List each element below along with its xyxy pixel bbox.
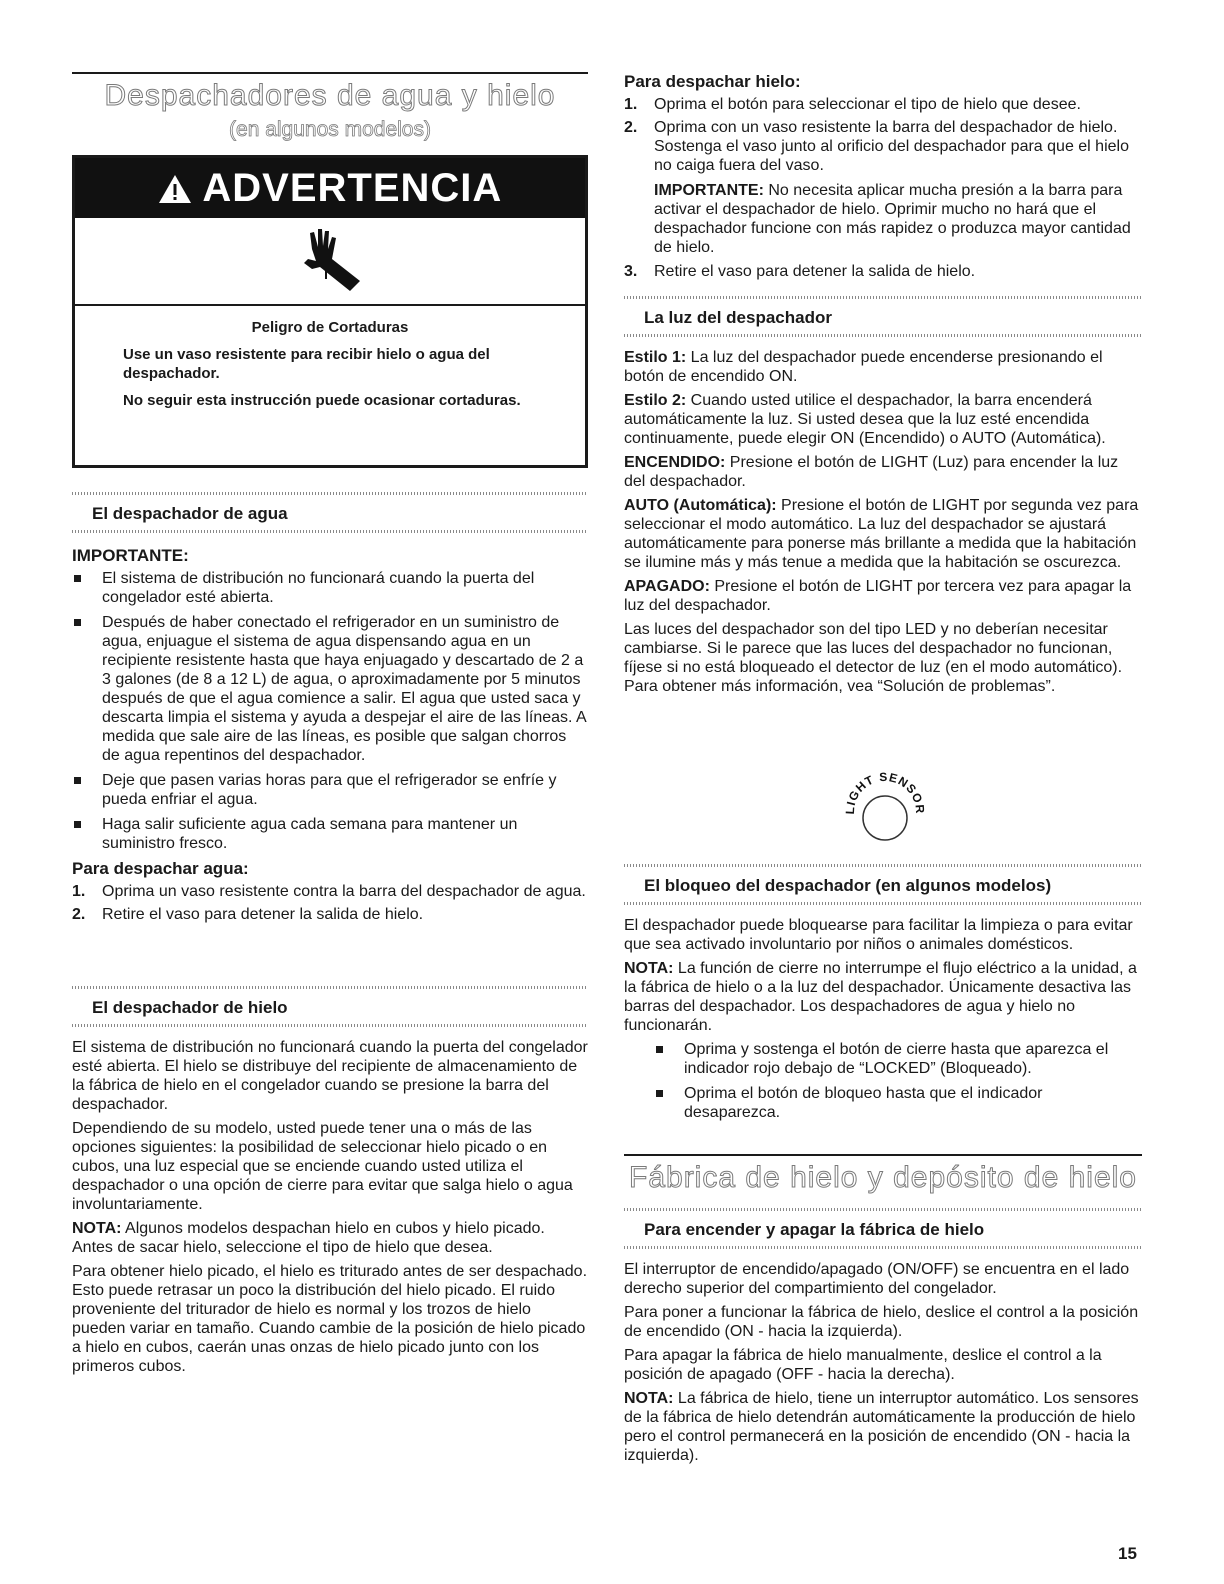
warning-pictogram — [75, 218, 585, 306]
step-text: Oprima el botón para seleccionar el tipo de hielo que desee. — [654, 96, 1081, 113]
divider — [624, 296, 1142, 299]
light-sensor-illustration — [840, 768, 930, 858]
note-text: La fábrica de hielo, tiene un interruptor automático. Los sensores de la fábrica de hielo detendrán automáticamente la producción de hielo pero el control permanecerá en la posición de encendido (ON - hacia la izquierda). — [624, 1390, 1139, 1464]
divider — [72, 986, 588, 989]
lock-bullets — [654, 1040, 1142, 1122]
heading-dispenser-light: La luz del despachador — [644, 308, 832, 327]
list-item: El sistema de distribución no funcionará cuando la puerta del congelador esté abierta. — [72, 569, 588, 607]
paragraph: El despachador puede bloquearse para facilitar la limpieza o para evitar que sea activado involuntario por niños o animales domésticos. — [624, 917, 1133, 953]
dispenser-lock-content — [624, 916, 1142, 1128]
list-item — [72, 905, 588, 924]
list-item: Después de haber conectado el refrigerador en un suministro de agua, enjuague el sistema de agua dispensando agua en un recipiente resistente hasta que haya enjuagado y descartado de 2 a 3 galones (de 8 a 12 L) de agua, o aproximadamente por 5 minutos después de que el agua comience a salir. El agua que usted saca y descarta limpia el sistema y ayuda a despejar el aire de las líneas. A medida que sale aire de las líneas, es posible que salgan chorros de agua repentinos del despachador. — [72, 613, 588, 765]
divider — [72, 530, 588, 533]
cut-hand-icon — [290, 219, 370, 304]
divider — [624, 902, 1142, 905]
note-paragraph — [72, 1219, 588, 1257]
heading-icemaker-onoff: Para encender y apagar la fábrica de hielo — [644, 1220, 985, 1239]
list-item: Oprima y sostenga el botón de cierre hasta que aparezca el indicador rojo debajo de “LOCKED” (Bloqueado). — [654, 1040, 1142, 1078]
paragraph: Para obtener hielo picado, el hielo es triturado antes de ser despachado. Esto puede retrasar un poco la distribución del hielo picado. El ruido proveniente del triturador de hielo es normal y los trozos de hielo pueden variar en tamaño. Cuando cambie de la posición de hielo picado a hielo en cubos, caerán unas onzas de hielo picado junto con los primeros cubos. — [72, 1263, 588, 1375]
warning-triangle-icon — [158, 166, 203, 210]
style2-label: Estilo 2: — [624, 392, 687, 409]
note-label: NOTA: — [624, 1390, 674, 1407]
list-item: Haga salir suficiente agua cada semana para mantener un suministro fresco. — [72, 815, 588, 853]
dispense-ice-content — [624, 70, 1142, 285]
warning-line-2: No seguir esta instrucción puede ocasionar cortaduras. — [123, 392, 521, 409]
warning-box — [72, 155, 588, 468]
divider — [72, 1024, 588, 1027]
style2-text: Cuando usted utilice el despachador, la barra encenderá automáticamente la luz. Si usted desea que la luz esté encendida continuamente, puede elegir ON (Encendido) o AUTO (Automática). — [624, 392, 1106, 447]
style1-text: La luz del despachador puede encenderse presionando el botón de encendido ON. — [624, 349, 1103, 385]
heading-dispense-ice: Para despachar hielo: — [624, 72, 801, 91]
paragraph — [624, 453, 1142, 491]
section-subtitle: (en algunos modelos) — [229, 118, 431, 141]
warning-header — [75, 158, 585, 218]
step-number: 1. — [72, 883, 86, 900]
paragraph — [624, 577, 1142, 615]
paragraph: Dependiendo de su modelo, usted puede tener una o más de las opciones siguientes: la posibilidad de seleccionar hielo picado o en cubos, una luz especial que se enciende cuando usted utiliza el despachador o una opción de cierre para evitar que salga hielo o agua involuntariamente. — [72, 1120, 573, 1213]
page-number: 15 — [1118, 1544, 1137, 1563]
list-item: Deje que pasen varias horas para que el refrigerador se enfríe y pueda enfriar el agua. — [72, 771, 588, 809]
note-paragraph — [624, 1389, 1142, 1465]
note-label: NOTA: — [624, 960, 674, 977]
paragraph: El sistema de distribución no funcionará cuando la puerta del congelador esté abierta. El hielo se distribuye del recipiente de almacenamiento de la fábrica de hielo en el congelador cuando se presione la barra del despachador. — [72, 1039, 588, 1113]
step-text: Retire el vaso para detener la salida de hielo. — [102, 906, 424, 923]
rule-icemaker — [624, 1154, 1142, 1156]
step-number: 2. — [72, 906, 86, 923]
svg-text:LIGHT SENSOR — [843, 770, 927, 815]
off-text: Presione el botón de LIGHT por tercera vez para apagar la luz del despachador. — [624, 578, 1132, 614]
note-label: NOTA: — [72, 1220, 122, 1237]
water-bullets — [72, 569, 588, 853]
off-label: APAGADO: — [624, 578, 710, 595]
list-item — [72, 882, 588, 901]
on-text: Presione el botón de LIGHT (Luz) para encender la luz del despachador. — [624, 454, 1119, 490]
on-label: ENCENDIDO: — [624, 454, 726, 471]
note-text: La función de cierre no interrumpe el flujo eléctrico a la unidad, a la fábrica de hielo o a la luz del despachador. Únicamente desactiva las barras del despachador. Los despachadores de agua y hielo no funcionarán. — [624, 960, 1137, 1034]
list-item: Oprima el botón de bloqueo hasta que el indicador desaparezca. — [654, 1084, 1142, 1122]
paragraph: El interruptor de encendido/apagado (ON/OFF) se encuentra en el lado derecho superior del compartimiento del congelador. — [624, 1261, 1130, 1297]
style1-label: Estilo 1: — [624, 349, 687, 366]
step-number: 3. — [624, 263, 638, 280]
divider — [72, 492, 588, 495]
warning-hazard: Peligro de Cortaduras — [251, 319, 409, 336]
section-title-dispensers: Despachadores de agua y hielo — [104, 79, 556, 112]
warning-line-1: Use un vaso resistente para recibir hielo o agua del despachador. — [123, 346, 490, 382]
divider — [624, 334, 1142, 337]
paragraph: Las luces del despachador son del tipo LED y no deberían necesitar cambiarse. Si le parece que las luces del despachador no funcionan, fíjese si no está bloqueado el detector de luz (en el modo automático). Para obtener más información, vea “Solución de problemas”. — [624, 621, 1123, 695]
divider — [624, 1208, 1142, 1211]
paragraph — [624, 496, 1142, 572]
heading-ice-dispenser: El despachador de hielo — [92, 998, 288, 1017]
divider — [624, 864, 1142, 867]
step-text: Oprima un vaso resistente contra la barra del despachador de agua. — [102, 883, 586, 900]
note-text: Algunos modelos despachan hielo en cubos y hielo picado. Antes de sacar hielo, seleccione el tipo de hielo que desea. — [72, 1220, 545, 1256]
list-item — [624, 95, 1142, 114]
note-paragraph — [624, 959, 1142, 1035]
auto-label: AUTO (Automática): — [624, 497, 777, 514]
important-paragraph — [654, 181, 1142, 257]
icemaker-content — [624, 1260, 1142, 1470]
list-item — [624, 262, 1142, 281]
heading-water-dispenser: El despachador de agua — [92, 504, 288, 523]
important-label: IMPORTANTE: — [654, 182, 764, 199]
ice-steps — [624, 95, 1142, 281]
paragraph — [624, 348, 1142, 386]
step-text: Retire el vaso para detener la salida de hielo. — [654, 263, 976, 280]
paragraph: Para poner a funcionar la fábrica de hielo, deslice el control a la posición de encendido (ON - hacia la izquierda). — [624, 1304, 1139, 1340]
step-text: Oprima con un vaso resistente la barra del despachador de hielo. Sostenga el vaso junto al orificio del despachador para que el hielo no caiga fuera del vaso. — [654, 119, 1129, 174]
section-title-icemaker: Fábrica de hielo y depósito de hielo — [629, 1161, 1137, 1194]
top-rule-left — [72, 72, 588, 74]
warning-header-text: ADVERTENCIA — [202, 166, 503, 210]
heading-dispense-water: Para despachar agua: — [72, 859, 249, 878]
dispenser-light-content — [624, 348, 1142, 701]
list-item — [624, 118, 1142, 257]
water-dispenser-content — [72, 544, 588, 928]
heading-dispenser-lock: El bloqueo del despachador (en algunos modelos) — [644, 876, 1052, 895]
sensor-circle-icon — [863, 796, 907, 840]
auto-text: Presione el botón de LIGHT por segunda vez para seleccionar el modo automático. La luz del despachador se ajustará automáticamente para ponerse más brillante a medida que la habitación se ilumine más y más tenue a medida que la habitación se oscurezca. — [624, 497, 1139, 571]
paragraph — [624, 391, 1142, 448]
step-number: 2. — [624, 119, 638, 136]
paragraph: Para apagar la fábrica de hielo manualmente, deslice el control a la posición de apagado (OFF - hacia la derecha). — [624, 1347, 1102, 1383]
ice-dispenser-content — [72, 1038, 588, 1381]
water-steps — [72, 882, 588, 924]
sensor-label: LIGHT SENSOR — [842, 769, 928, 815]
important-label: IMPORTANTE: — [72, 546, 189, 565]
step-number: 1. — [624, 96, 638, 113]
divider — [624, 1246, 1142, 1249]
important-text: No necesita aplicar mucha presión a la barra para activar el despachador de hielo. Oprimir mucho no hará que el despachador funcione con más rapidez o produzca mayor cantidad de hielo. — [654, 182, 1131, 256]
